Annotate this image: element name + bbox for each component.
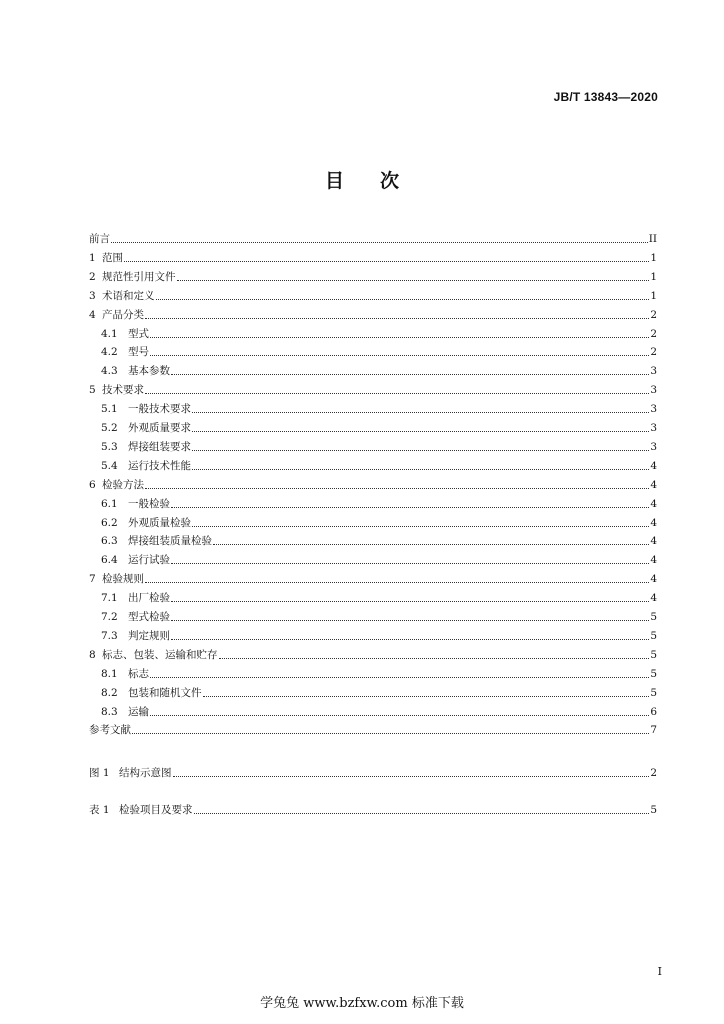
toc-entry-page: 3 (650, 440, 657, 453)
dot-leader (124, 260, 649, 262)
dot-leader (213, 543, 649, 545)
toc-entry-number: 6.1 (101, 497, 118, 510)
page-title (0, 166, 724, 193)
toc-entry-label: 型式 (128, 327, 149, 340)
toc-entry-number: 1 (89, 251, 96, 264)
toc-entry[interactable] (101, 512, 657, 530)
page-number: I (657, 965, 662, 978)
toc-entry-page: 4 (650, 478, 657, 491)
toc-entry[interactable] (89, 719, 657, 737)
toc-entry-label: 外观质量检验 (128, 516, 191, 529)
toc-entry-page: 5 (650, 686, 657, 699)
toc-entry[interactable] (89, 228, 657, 246)
toc-entry-label: 范围 (102, 251, 123, 264)
toc-entry-label: 产品分类 (102, 308, 144, 321)
toc-entry[interactable] (101, 360, 657, 378)
toc-entry-label: 前言 (89, 233, 110, 245)
toc-entry-page: 1 (650, 270, 657, 283)
toc-entry-number: 表 1 (89, 804, 110, 816)
toc-entry[interactable] (101, 549, 657, 567)
toc-entry-page: 5 (650, 611, 657, 623)
toc-entry-number: 7.1 (101, 592, 118, 605)
toc-entry-number: 5.1 (101, 403, 118, 416)
toc-entry-label: 检验方法 (102, 478, 144, 491)
dot-leader (145, 317, 649, 319)
dot-leader (145, 392, 649, 394)
dot-leader (194, 812, 650, 814)
dot-leader (219, 657, 650, 659)
dot-leader (171, 638, 649, 640)
dot-leader (132, 732, 649, 734)
toc-entry-number: 6 (89, 478, 96, 491)
toc-entry-page: 5 (650, 648, 657, 661)
toc-entry[interactable] (89, 304, 657, 322)
toc-entry-page: 4 (650, 554, 657, 567)
toc-entry[interactable] (101, 663, 657, 681)
toc-entry[interactable] (101, 530, 657, 548)
table-list-entry[interactable] (89, 799, 657, 817)
dot-leader (150, 676, 649, 678)
dot-leader (203, 695, 650, 697)
footer-watermark: 学兔兔 www.bzfxw.com 标准下载 (260, 996, 464, 1011)
toc-entry-number: 6.2 (101, 516, 118, 529)
dot-leader (173, 775, 650, 777)
toc-entry-label: 技术要求 (102, 384, 144, 397)
toc-entry-page: 7 (650, 724, 657, 737)
toc-entry-number: 8 (89, 648, 96, 661)
toc-entry-number: 5.4 (101, 459, 118, 472)
toc-entry-label: 外观质量要求 (128, 422, 191, 434)
toc-entry-label: 运输 (128, 705, 149, 718)
toc-entry-label: 型式检验 (128, 611, 170, 623)
toc-entry[interactable] (89, 568, 657, 586)
toc-entry[interactable] (101, 701, 657, 719)
toc-entry[interactable] (89, 285, 657, 303)
toc-entry-page: 4 (650, 573, 657, 586)
toc-entry-page: 4 (650, 497, 657, 510)
toc-entry[interactable] (101, 323, 657, 341)
toc-entry-number: 7.3 (101, 629, 118, 642)
toc-entry[interactable] (101, 417, 657, 435)
toc-entry-page: 2 (650, 308, 657, 321)
toc-entry-number: 8.3 (101, 705, 118, 718)
toc-entry-number: 4.3 (101, 365, 118, 378)
toc-entry-page: 2 (650, 346, 657, 359)
toc-entry-number: 5 (89, 384, 96, 397)
toc-entry-label: 包装和随机文件 (128, 686, 202, 699)
toc-entry[interactable] (101, 587, 657, 605)
toc-entry-label: 运行技术性能 (128, 459, 191, 472)
toc-entry-label: 结构示意图 (119, 767, 172, 779)
toc-entry[interactable] (101, 455, 657, 473)
toc-entry-number: 4 (89, 308, 96, 321)
dot-leader (171, 562, 649, 564)
toc-entry-label: 型号 (128, 346, 149, 359)
toc-entry-number: 4.1 (101, 327, 118, 340)
toc-entry-number: 图 1 (89, 767, 110, 779)
toc-entry-label: 焊接组装质量检验 (128, 535, 212, 548)
dot-leader (111, 241, 648, 243)
toc-entry-page: 4 (650, 592, 657, 605)
dot-leader (171, 506, 649, 508)
toc-entry-page: 2 (650, 767, 657, 779)
toc-entry[interactable] (89, 266, 657, 284)
toc-entry-page: 4 (650, 459, 657, 472)
toc-entry-number: 5.3 (101, 440, 118, 453)
toc-entry[interactable] (89, 644, 657, 662)
toc-entry-label: 一般检验 (128, 497, 170, 510)
standard-number: JB/T 13843—2020 (553, 90, 658, 104)
toc-entry-page: 3 (650, 365, 657, 378)
toc-entry[interactable] (101, 493, 657, 511)
toc-entry[interactable] (89, 247, 657, 265)
toc-entry-page: 1 (650, 251, 657, 264)
toc-entry[interactable] (101, 682, 657, 700)
toc-entry-label: 检验项目及要求 (119, 804, 193, 816)
figure-list-entry[interactable] (89, 762, 657, 780)
toc-entry-label: 术语和定义 (102, 289, 155, 302)
toc-entry[interactable] (101, 436, 657, 454)
dot-leader (171, 373, 649, 375)
toc-entry-page: 1 (650, 289, 657, 302)
toc-entry-label: 标志、包装、运输和贮存 (102, 648, 218, 661)
toc-entry-label: 标志 (128, 667, 149, 680)
dot-leader (145, 581, 649, 583)
toc-entry[interactable] (101, 398, 657, 416)
toc-entry-page: 5 (650, 804, 657, 816)
toc-entry-number: 4.2 (101, 346, 118, 359)
toc-entry-page: 5 (650, 629, 657, 642)
dot-leader (171, 600, 649, 602)
dot-leader (192, 430, 649, 432)
dot-leader (192, 468, 649, 470)
toc-entry[interactable] (89, 474, 657, 492)
dot-leader (192, 449, 649, 451)
toc-entry-page: II (648, 233, 657, 245)
toc-entry-page: 6 (650, 705, 657, 718)
toc-entry-label: 检验规则 (102, 573, 144, 586)
title-part-2: 次 (380, 170, 400, 192)
toc-entry-label: 一般技术要求 (128, 403, 191, 416)
toc-entry-number: 2 (89, 270, 96, 283)
dot-leader (145, 487, 649, 489)
toc-entry-number: 3 (89, 289, 96, 302)
dot-leader (156, 298, 650, 300)
toc-entry-page: 2 (650, 327, 657, 340)
toc-entry-number: 6.4 (101, 554, 118, 567)
toc-entry-page: 3 (650, 384, 657, 397)
toc-entry-number: 8.2 (101, 686, 118, 699)
toc-entry[interactable] (101, 625, 657, 643)
toc-entry-number: 7 (89, 573, 96, 586)
toc-entry-number: 7.2 (101, 611, 118, 623)
toc-entry-page: 3 (650, 422, 657, 434)
toc-entry-label: 运行试验 (128, 554, 170, 567)
toc-entry-page: 3 (650, 403, 657, 416)
toc-entry-label: 规范性引用文件 (102, 270, 176, 283)
toc-entry[interactable] (89, 379, 657, 397)
dot-leader (171, 619, 649, 621)
toc-entry-label: 基本参数 (128, 365, 170, 378)
dot-leader (150, 354, 649, 356)
toc-entry-page: 5 (650, 667, 657, 680)
dot-leader (150, 714, 649, 716)
toc-entry[interactable] (101, 341, 657, 359)
toc-entry-number: 8.1 (101, 667, 118, 680)
toc-entry-label: 判定规则 (128, 629, 170, 642)
dot-leader (150, 336, 649, 338)
dot-leader (192, 411, 649, 413)
dot-leader (192, 525, 649, 527)
toc-entry[interactable] (101, 606, 657, 624)
dot-leader (177, 279, 650, 281)
toc-entry-number: 5.2 (101, 422, 118, 434)
toc-entry-page: 4 (650, 516, 657, 529)
toc-entry-number: 6.3 (101, 535, 118, 548)
title-part-1: 目 (324, 170, 344, 192)
toc-entry-label: 出厂检验 (128, 592, 170, 605)
toc-entry-page: 4 (650, 535, 657, 548)
toc-entry-label: 参考文献 (89, 724, 131, 737)
toc-entry-label: 焊接组装要求 (128, 440, 191, 453)
